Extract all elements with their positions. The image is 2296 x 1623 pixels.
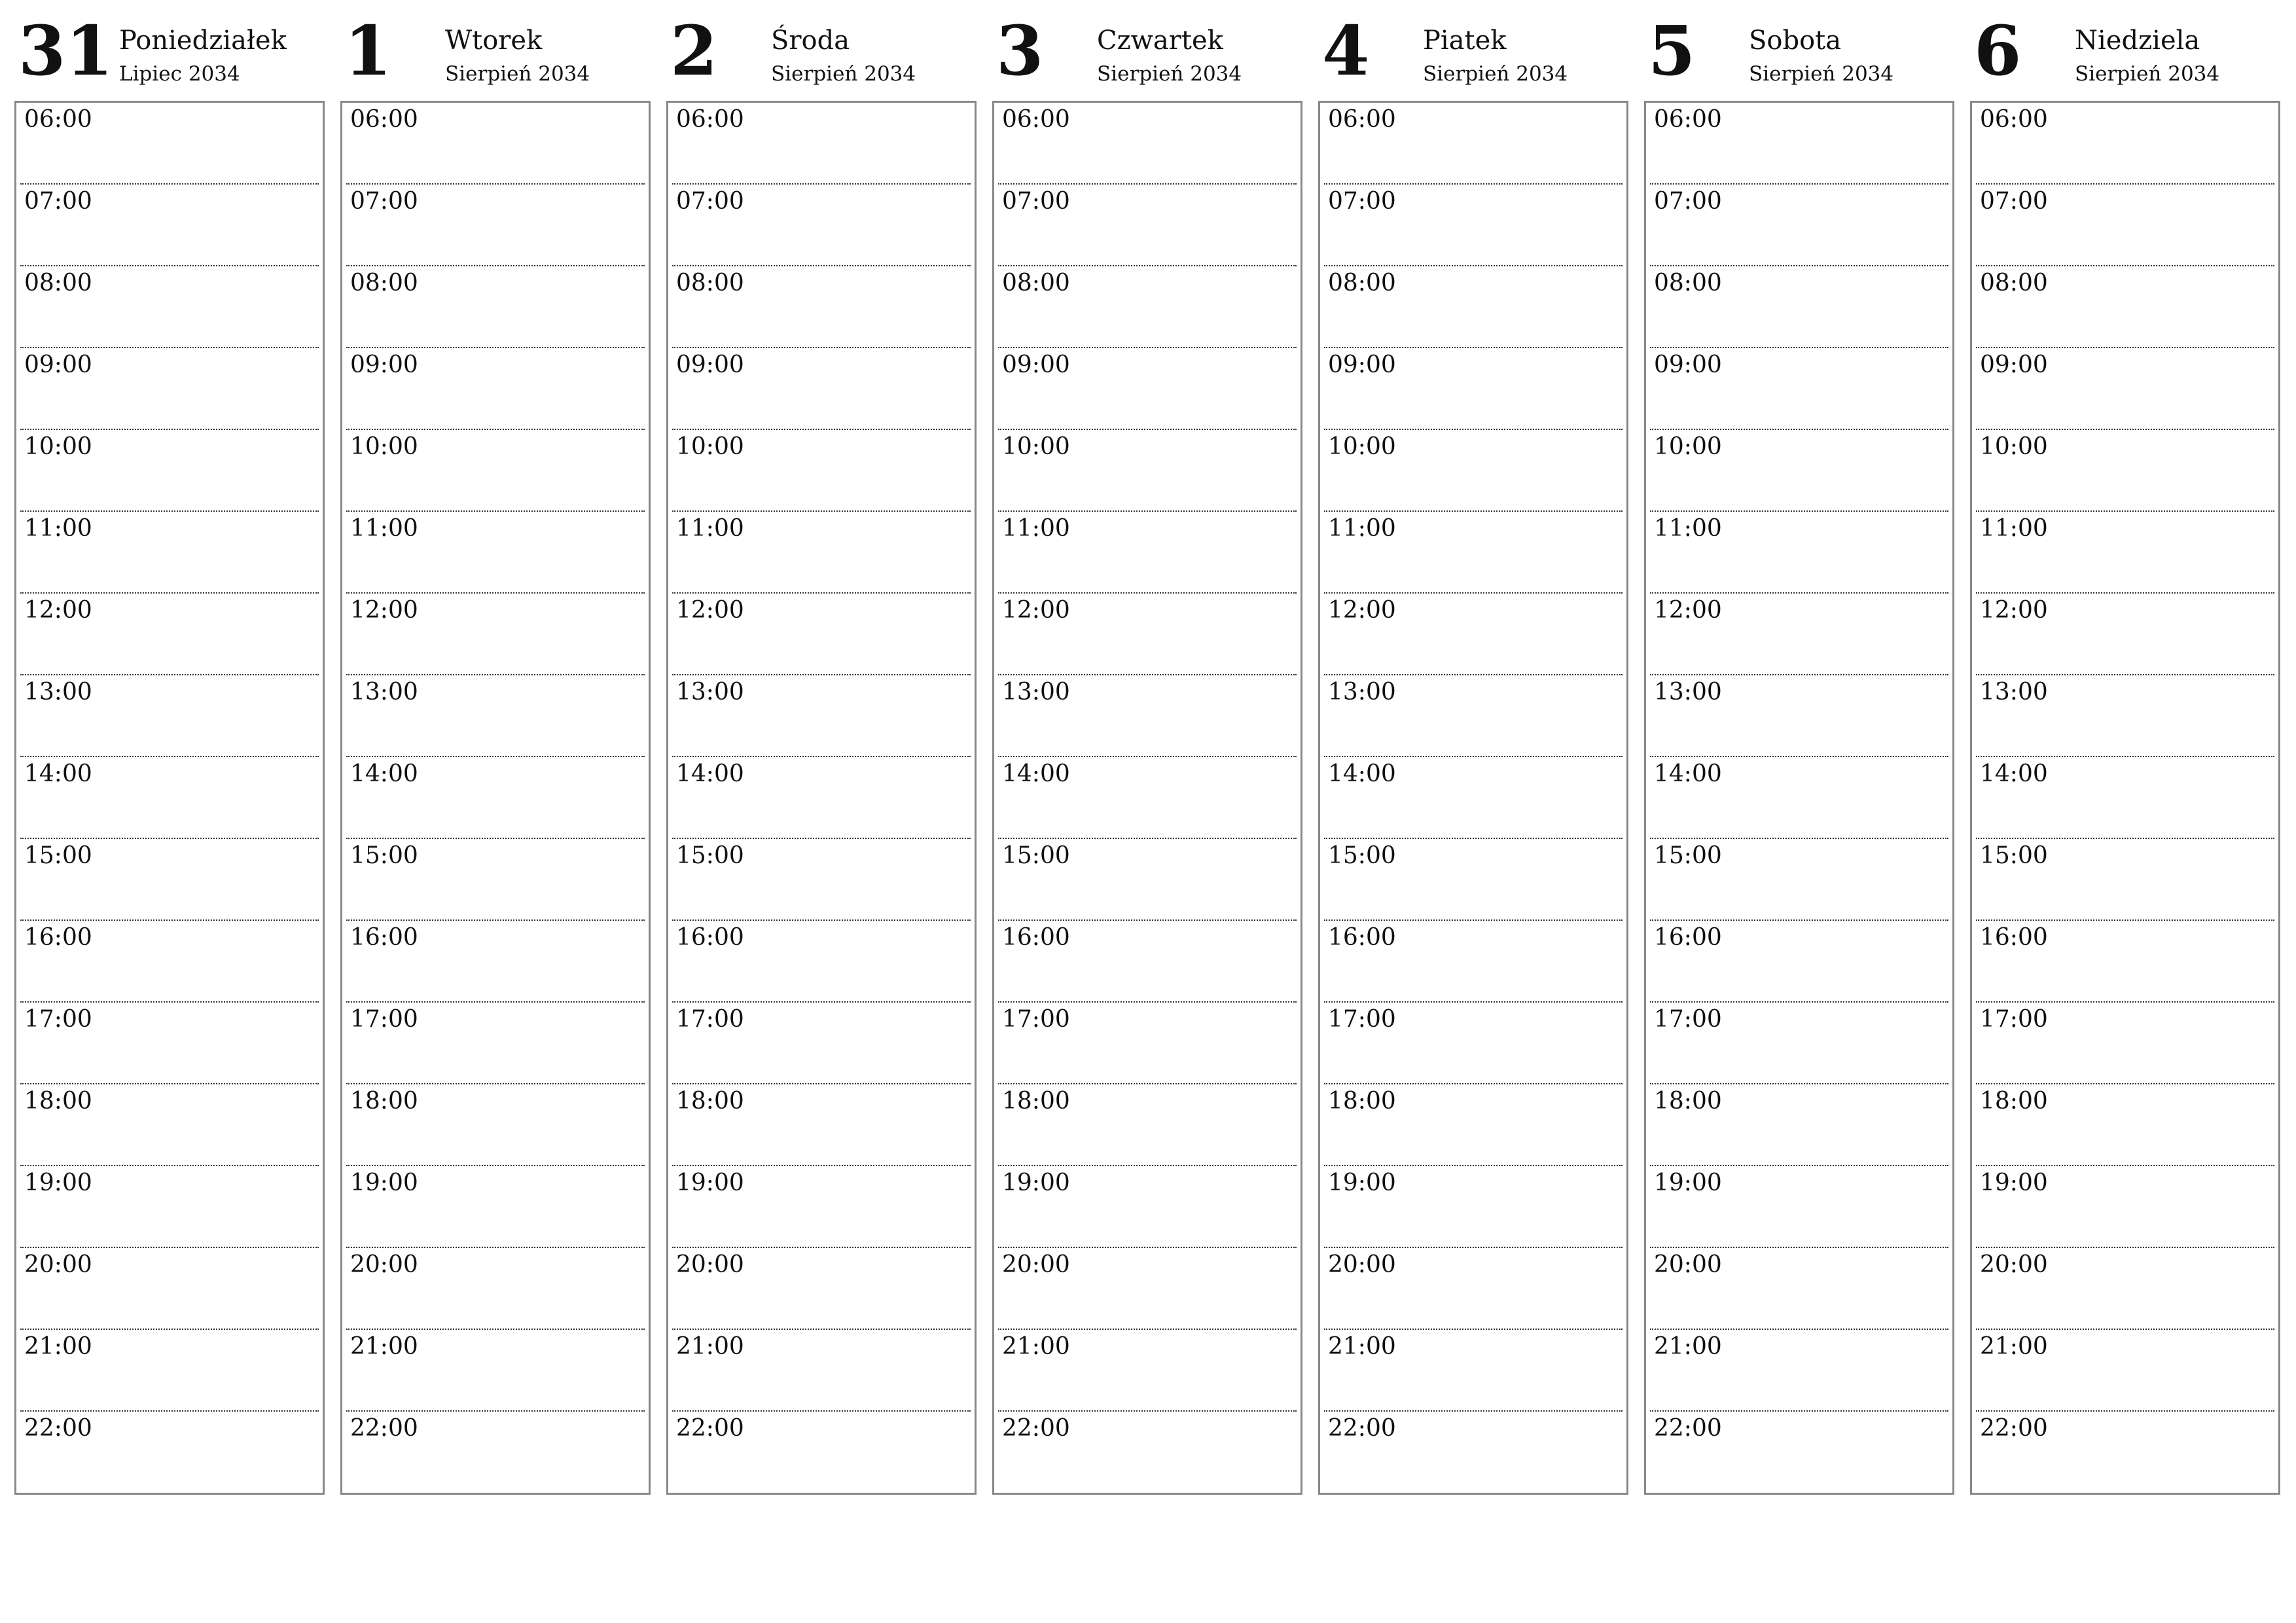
hour-grid [992,101,1302,1495]
hour-label: 22:00 [1002,1415,1070,1442]
hour-slot[interactable] [672,1330,971,1412]
hour-label: 20:00 [24,1251,92,1278]
hour-slot[interactable] [998,594,1297,675]
hour-label: 08:00 [1980,270,2048,296]
hour-slot[interactable] [20,1412,319,1493]
hour-slot[interactable] [20,921,319,1003]
hour-label: 15:00 [24,842,92,869]
hour-label: 16:00 [1654,924,1722,951]
hour-slot[interactable] [998,512,1297,594]
hour-slot[interactable] [672,675,971,757]
hour-label: 12:00 [1002,597,1070,624]
hour-grid [1970,101,2280,1495]
hour-label: 14:00 [676,760,744,787]
hour-slot[interactable] [346,1330,645,1412]
hour-label: 09:00 [1980,351,2048,378]
hour-slot[interactable] [672,594,971,675]
hour-label: 09:00 [1002,351,1070,378]
hour-slot[interactable] [346,1166,645,1248]
hour-slot[interactable] [998,1003,1297,1084]
hour-slot[interactable] [346,1412,645,1493]
hour-label: 08:00 [350,270,418,296]
hour-label: 14:00 [1002,760,1070,787]
hour-label: 09:00 [24,351,92,378]
hour-label: 09:00 [350,351,418,378]
hour-label: 08:00 [1002,270,1070,296]
hour-label: 11:00 [24,515,92,542]
hour-slot[interactable] [20,1084,319,1166]
hour-label: 12:00 [350,597,418,624]
hour-label: 18:00 [1980,1088,2048,1115]
hour-slot[interactable] [346,675,645,757]
hour-grid [1318,101,1628,1495]
hour-grid [666,101,977,1495]
hour-slot[interactable] [20,1003,319,1084]
hour-label: 07:00 [24,188,92,215]
hour-slot[interactable] [20,103,319,185]
hour-slot[interactable] [1976,1412,2274,1493]
hour-label: 16:00 [1002,924,1070,951]
day-name: Niedziela [2075,26,2200,56]
hour-slot[interactable] [998,1084,1297,1166]
hour-slot[interactable] [1650,1084,1948,1166]
hour-slot[interactable] [1324,1330,1623,1412]
hour-slot[interactable] [346,839,645,921]
day-month-year: Sierpień 2034 [1749,62,1894,86]
day-month-year: Sierpień 2034 [1423,62,1568,86]
hour-label: 07:00 [676,188,744,215]
hour-label: 19:00 [1328,1169,1396,1196]
hour-slot[interactable] [346,512,645,594]
hour-label: 13:00 [1654,679,1722,705]
hour-label: 18:00 [1328,1088,1396,1115]
day-column [340,0,652,1499]
hour-label: 06:00 [1328,106,1396,133]
hour-slot[interactable] [1650,1330,1948,1412]
hour-slot[interactable] [20,1330,319,1412]
hour-label: 06:00 [1654,106,1722,133]
hour-label: 22:00 [350,1415,418,1442]
hour-label: 11:00 [1654,515,1722,542]
hour-slot[interactable] [1650,594,1948,675]
hour-slot[interactable] [346,1248,645,1330]
day-number: 31 [18,10,113,91]
hour-slot[interactable] [672,266,971,348]
hour-slot[interactable] [1976,594,2274,675]
hour-slot[interactable] [346,757,645,839]
hour-label: 22:00 [24,1415,92,1442]
hour-slot[interactable] [1324,675,1623,757]
hour-label: 14:00 [1328,760,1396,787]
hour-label: 09:00 [676,351,744,378]
day-name: Wtorek [445,26,543,56]
hour-slot[interactable] [998,757,1297,839]
hour-slot[interactable] [998,1248,1297,1330]
hour-slot[interactable] [1324,839,1623,921]
hour-label: 19:00 [1654,1169,1722,1196]
day-number: 6 [1974,10,2022,91]
hour-slot[interactable] [1650,512,1948,594]
hour-label: 17:00 [350,1006,418,1033]
day-number: 1 [344,10,392,91]
hour-label: 13:00 [350,679,418,705]
hour-label: 13:00 [1002,679,1070,705]
hour-label: 21:00 [24,1333,92,1360]
hour-label: 17:00 [1980,1006,2048,1033]
hour-label: 08:00 [24,270,92,296]
hour-slot[interactable] [1324,266,1623,348]
hour-grid [1644,101,1954,1495]
hour-label: 12:00 [1980,597,2048,624]
hour-slot[interactable] [672,839,971,921]
hour-slot[interactable] [1976,1084,2274,1166]
hour-label: 13:00 [24,679,92,705]
hour-slot[interactable] [1976,1003,2274,1084]
hour-slot[interactable] [1650,103,1948,185]
hour-slot[interactable] [20,1248,319,1330]
day-name: Czwartek [1097,26,1223,56]
hour-slot[interactable] [1650,1003,1948,1084]
hour-slot[interactable] [1324,757,1623,839]
day-column [992,0,1304,1499]
hour-slot[interactable] [1324,1166,1623,1248]
hour-slot[interactable] [1976,675,2274,757]
hour-label: 16:00 [676,924,744,951]
hour-slot[interactable] [672,921,971,1003]
hour-slot[interactable] [1324,1412,1623,1493]
hour-label: 19:00 [350,1169,418,1196]
hour-slot[interactable] [1324,103,1623,185]
hour-slot[interactable] [672,348,971,430]
day-name: Piatek [1423,26,1507,56]
hour-label: 08:00 [1654,270,1722,296]
hour-label: 15:00 [1002,842,1070,869]
day-header [1970,0,2282,98]
hour-slot[interactable] [672,430,971,512]
hour-slot[interactable] [672,757,971,839]
day-header [340,0,652,98]
hour-slot[interactable] [998,185,1297,266]
hour-label: 12:00 [24,597,92,624]
day-name: Poniedziałek [119,26,287,56]
hour-label: 19:00 [24,1169,92,1196]
hour-slot[interactable] [346,348,645,430]
hour-slot[interactable] [1976,1248,2274,1330]
hour-slot[interactable] [1324,185,1623,266]
hour-label: 16:00 [24,924,92,951]
hour-label: 18:00 [350,1088,418,1115]
day-month-year: Sierpień 2034 [445,62,590,86]
hour-slot[interactable] [998,921,1297,1003]
hour-slot[interactable] [1976,921,2274,1003]
hour-label: 11:00 [676,515,744,542]
weekly-planner [14,0,2286,1499]
day-month-year: Sierpień 2034 [2075,62,2220,86]
hour-slot[interactable] [672,1412,971,1493]
hour-label: 11:00 [1002,515,1070,542]
hour-slot[interactable] [20,675,319,757]
hour-label: 13:00 [1980,679,2048,705]
hour-slot[interactable] [672,185,971,266]
hour-slot[interactable] [1324,594,1623,675]
hour-slot[interactable] [20,512,319,594]
hour-slot[interactable] [1324,921,1623,1003]
hour-slot[interactable] [1650,266,1948,348]
hour-slot[interactable] [1976,512,2274,594]
hour-label: 15:00 [1328,842,1396,869]
day-column [14,0,326,1499]
hour-label: 18:00 [1654,1088,1722,1115]
hour-label: 21:00 [350,1333,418,1360]
hour-slot[interactable] [1976,839,2274,921]
hour-label: 20:00 [676,1251,744,1278]
hour-label: 08:00 [676,270,744,296]
hour-slot[interactable] [1976,103,2274,185]
hour-slot[interactable] [1324,1003,1623,1084]
hour-label: 21:00 [1654,1333,1722,1360]
day-number: 4 [1322,10,1370,91]
hour-slot[interactable] [346,266,645,348]
hour-slot[interactable] [1650,1412,1948,1493]
hour-label: 17:00 [676,1006,744,1033]
hour-label: 21:00 [676,1333,744,1360]
hour-slot[interactable] [1324,348,1623,430]
hour-slot[interactable] [1976,266,2274,348]
hour-label: 18:00 [1002,1088,1070,1115]
hour-label: 12:00 [1654,597,1722,624]
hour-label: 17:00 [1654,1006,1722,1033]
day-column [1644,0,1956,1499]
hour-label: 09:00 [1328,351,1396,378]
hour-slot[interactable] [20,266,319,348]
hour-label: 22:00 [1654,1415,1722,1442]
hour-slot[interactable] [672,512,971,594]
hour-label: 19:00 [676,1169,744,1196]
hour-slot[interactable] [1976,757,2274,839]
hour-label: 09:00 [1654,351,1722,378]
hour-slot[interactable] [20,594,319,675]
hour-slot[interactable] [672,1003,971,1084]
hour-slot[interactable] [998,675,1297,757]
day-header [992,0,1304,98]
hour-slot[interactable] [1324,1248,1623,1330]
hour-label: 14:00 [24,760,92,787]
day-number: 2 [670,10,718,91]
hour-slot[interactable] [1650,675,1948,757]
hour-slot[interactable] [1324,430,1623,512]
hour-slot[interactable] [1650,348,1948,430]
hour-slot[interactable] [1976,430,2274,512]
hour-label: 10:00 [350,433,418,460]
hour-label: 13:00 [1328,679,1396,705]
hour-label: 11:00 [1980,515,2048,542]
hour-slot[interactable] [998,1166,1297,1248]
hour-slot[interactable] [20,757,319,839]
hour-slot[interactable] [20,348,319,430]
hour-slot[interactable] [1976,1330,2274,1412]
hour-label: 20:00 [350,1251,418,1278]
day-number: 3 [996,10,1044,91]
hour-label: 16:00 [1980,924,2048,951]
hour-slot[interactable] [1650,185,1948,266]
hour-label: 14:00 [350,760,418,787]
hour-slot[interactable] [672,103,971,185]
hour-label: 15:00 [676,842,744,869]
hour-label: 20:00 [1980,1251,2048,1278]
day-month-year: Sierpień 2034 [1097,62,1242,86]
hour-label: 10:00 [1980,433,2048,460]
hour-label: 22:00 [1328,1415,1396,1442]
hour-label: 21:00 [1328,1333,1396,1360]
hour-label: 16:00 [1328,924,1396,951]
hour-label: 06:00 [24,106,92,133]
hour-label: 10:00 [1002,433,1070,460]
hour-label: 18:00 [24,1088,92,1115]
hour-slot[interactable] [1650,757,1948,839]
hour-slot[interactable] [1650,1166,1948,1248]
hour-label: 22:00 [676,1415,744,1442]
hour-slot[interactable] [20,185,319,266]
hour-label: 14:00 [1980,760,2048,787]
day-number: 5 [1648,10,1696,91]
hour-label: 22:00 [1980,1415,2048,1442]
hour-label: 17:00 [1328,1006,1396,1033]
hour-label: 10:00 [676,433,744,460]
hour-label: 10:00 [1654,433,1722,460]
hour-slot[interactable] [346,103,645,185]
day-month-year: Sierpień 2034 [771,62,916,86]
hour-label: 11:00 [350,515,418,542]
hour-slot[interactable] [346,430,645,512]
hour-slot[interactable] [1324,1084,1623,1166]
hour-label: 20:00 [1002,1251,1070,1278]
day-name: Środa [771,26,850,56]
hour-label: 21:00 [1980,1333,2048,1360]
hour-label: 08:00 [1328,270,1396,296]
hour-slot[interactable] [1650,430,1948,512]
day-name: Sobota [1749,26,1842,56]
day-column [1318,0,1630,1499]
hour-slot[interactable] [1650,839,1948,921]
hour-slot[interactable] [346,185,645,266]
hour-label: 06:00 [676,106,744,133]
hour-slot[interactable] [20,839,319,921]
hour-label: 15:00 [1654,842,1722,869]
hour-slot[interactable] [998,348,1297,430]
hour-label: 20:00 [1328,1251,1396,1278]
hour-slot[interactable] [346,921,645,1003]
hour-grid [340,101,651,1495]
day-header [14,0,326,98]
hour-label: 06:00 [350,106,418,133]
hour-label: 12:00 [676,597,744,624]
day-header [1644,0,1956,98]
hour-label: 14:00 [1654,760,1722,787]
hour-slot[interactable] [1976,185,2274,266]
hour-label: 10:00 [1328,433,1396,460]
hour-slot[interactable] [672,1166,971,1248]
hour-slot[interactable] [20,1166,319,1248]
day-header [666,0,978,98]
hour-slot[interactable] [672,1084,971,1166]
hour-label: 17:00 [1002,1006,1070,1033]
hour-label: 21:00 [1002,1333,1070,1360]
hour-label: 20:00 [1654,1251,1722,1278]
hour-slot[interactable] [998,839,1297,921]
hour-slot[interactable] [1976,1166,2274,1248]
hour-grid [14,101,325,1495]
hour-label: 07:00 [1654,188,1722,215]
hour-label: 06:00 [1002,106,1070,133]
hour-slot[interactable] [1650,921,1948,1003]
hour-label: 07:00 [1328,188,1396,215]
hour-label: 07:00 [350,188,418,215]
hour-label: 06:00 [1980,106,2048,133]
hour-label: 13:00 [676,679,744,705]
hour-label: 19:00 [1980,1169,2048,1196]
day-month-year: Lipiec 2034 [119,62,240,86]
hour-slot[interactable] [998,103,1297,185]
hour-label: 07:00 [1980,188,2048,215]
hour-slot[interactable] [1650,1248,1948,1330]
hour-label: 11:00 [1328,515,1396,542]
hour-slot[interactable] [346,1003,645,1084]
hour-slot[interactable] [998,1330,1297,1412]
hour-slot[interactable] [20,430,319,512]
hour-slot[interactable] [1976,348,2274,430]
hour-slot[interactable] [998,1412,1297,1493]
day-header [1318,0,1630,98]
hour-label: 18:00 [676,1088,744,1115]
hour-slot[interactable] [346,594,645,675]
hour-label: 17:00 [24,1006,92,1033]
hour-label: 07:00 [1002,188,1070,215]
hour-slot[interactable] [346,1084,645,1166]
hour-label: 12:00 [1328,597,1396,624]
hour-slot[interactable] [672,1248,971,1330]
hour-label: 15:00 [1980,842,2048,869]
day-column [1970,0,2282,1499]
hour-label: 16:00 [350,924,418,951]
hour-slot[interactable] [998,266,1297,348]
hour-label: 19:00 [1002,1169,1070,1196]
hour-label: 15:00 [350,842,418,869]
hour-slot[interactable] [998,430,1297,512]
hour-slot[interactable] [1324,512,1623,594]
hour-label: 10:00 [24,433,92,460]
day-column [666,0,978,1499]
